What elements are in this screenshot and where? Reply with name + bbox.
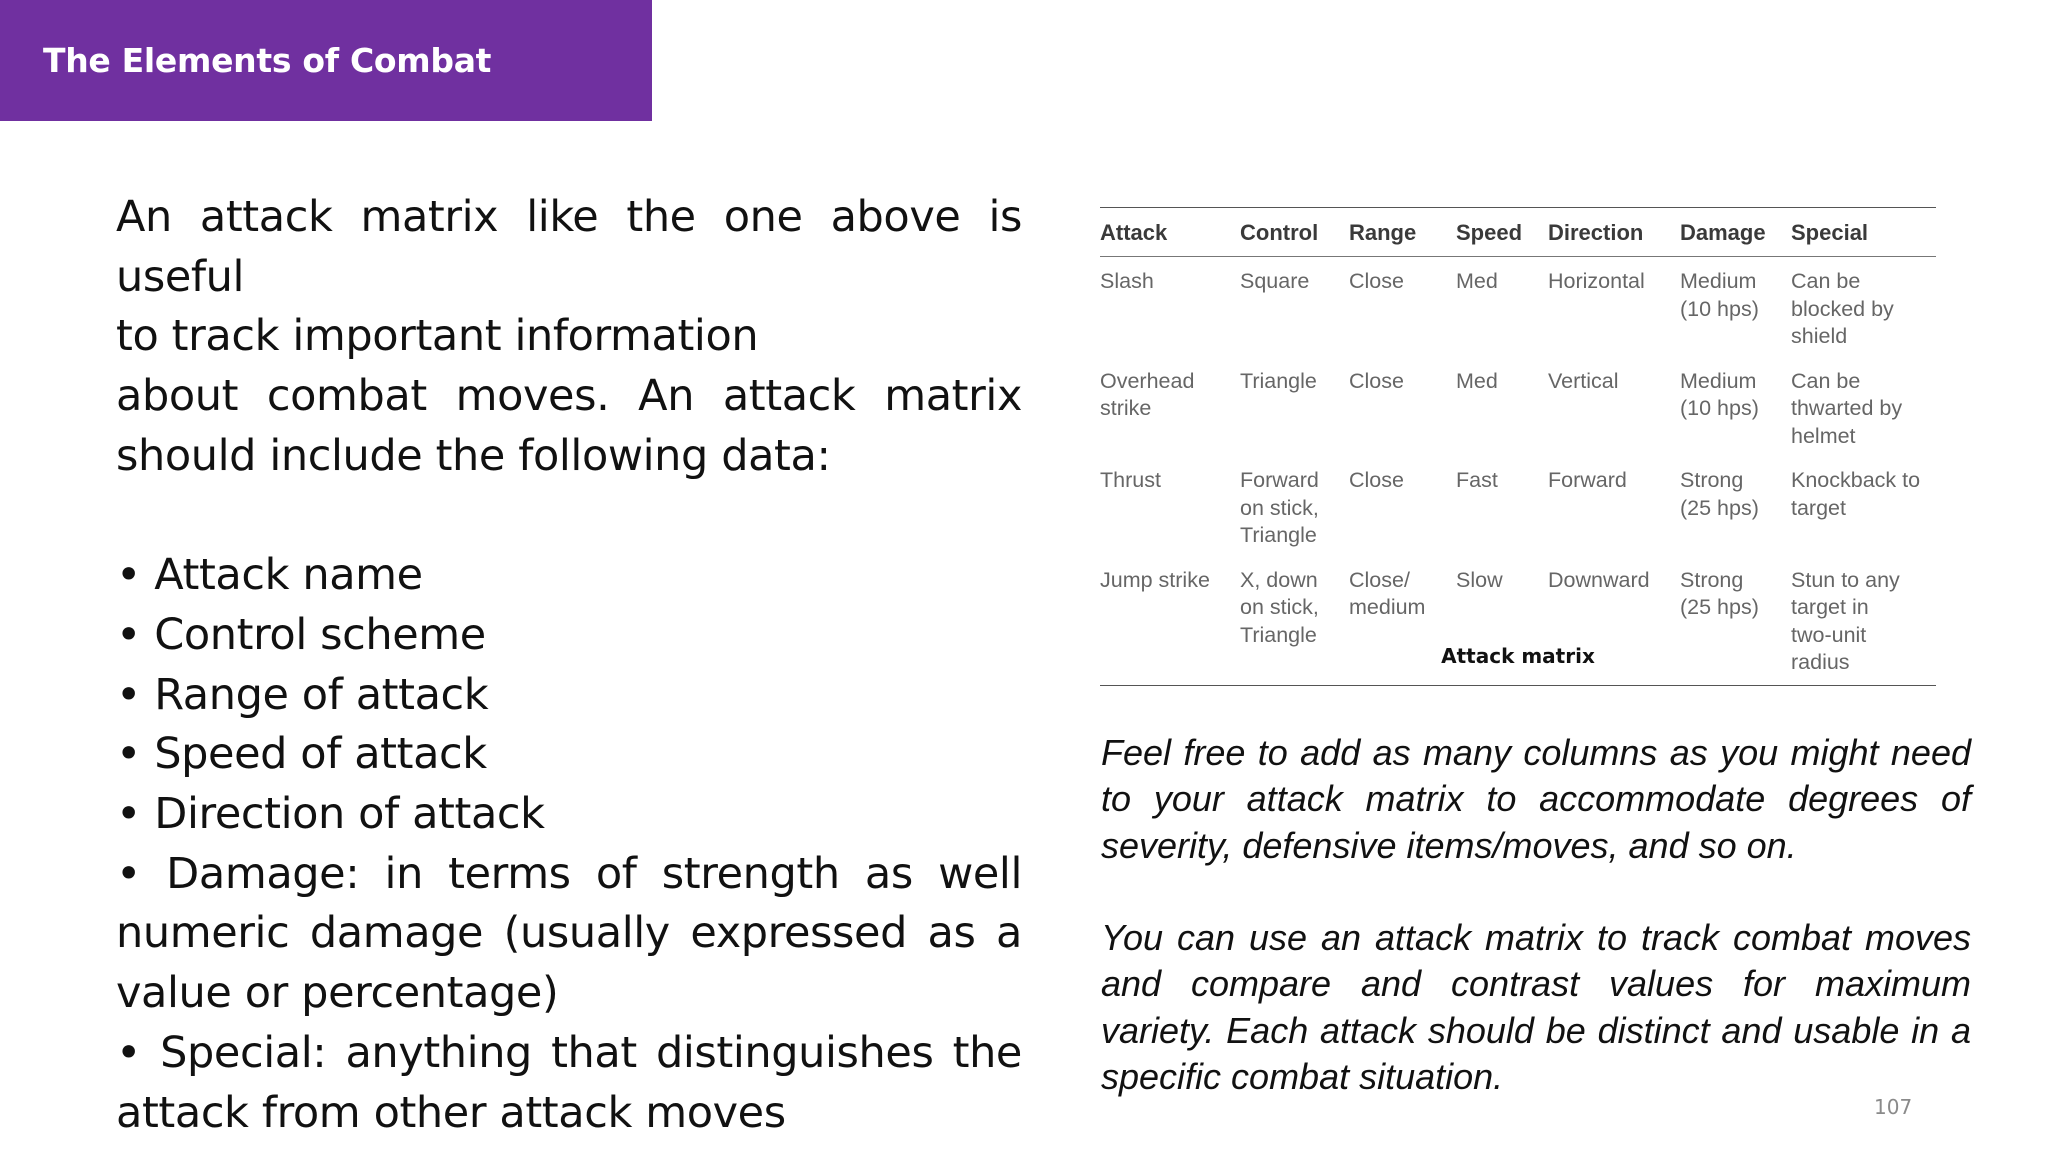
bullet-item: • Range of attack [116, 669, 489, 720]
cell-line: Medium [1680, 368, 1757, 393]
cell-line: Close [1349, 269, 1404, 293]
table-cell [1680, 257, 1791, 357]
cell-line: on stick, [1240, 495, 1319, 520]
bullet-item-special: • Special: anything that distinguishes the [116, 1027, 1022, 1078]
cell-line: Square [1240, 269, 1310, 293]
intro-line: should include the following data: [116, 430, 831, 481]
table-cell [1349, 456, 1456, 556]
table-cell [1791, 456, 1936, 556]
cell-line: thwarted by [1791, 396, 1903, 420]
table-cell [1791, 257, 1936, 357]
cell-line: Strong [1680, 567, 1744, 592]
cell-line: Forward [1548, 468, 1627, 492]
table-cell [1548, 456, 1680, 556]
page-number: 107 [1874, 1095, 1913, 1119]
cell-line: shield [1791, 324, 1848, 348]
cell-line: Jump strike [1100, 567, 1210, 592]
column-header: Attack [1100, 208, 1240, 257]
cell-line: X, down [1240, 567, 1318, 592]
cell-line: Overhead [1100, 368, 1195, 393]
cell-line: blocked by [1791, 296, 1894, 321]
cell-line: Med [1456, 269, 1498, 293]
bullet-item: • Speed of attack [116, 729, 487, 780]
intro-line: An attack matrix like the one above is useful [116, 192, 1022, 302]
cell-line: (25 hps) [1680, 495, 1759, 520]
slide-title-bar [0, 0, 652, 121]
column-header: Speed [1456, 208, 1548, 257]
cell-line: Triangle [1240, 523, 1317, 547]
cell-line: Can be [1791, 368, 1861, 393]
cell-line: (25 hps) [1680, 595, 1759, 619]
cell-line: Close [1349, 368, 1404, 393]
cell-line: medium [1349, 595, 1426, 619]
cell-line: Slash [1100, 269, 1154, 293]
table-body [1100, 257, 1936, 686]
cell-line: Knockback to [1791, 468, 1921, 492]
column-header: Damage [1680, 208, 1791, 257]
cell-line: Strong [1680, 468, 1744, 492]
cell-line: Forward [1240, 468, 1319, 492]
left-text-column [116, 188, 1022, 1143]
table-cell [1349, 257, 1456, 357]
cell-line: helmet [1791, 423, 1856, 448]
bullet-item: • Attack name [116, 550, 423, 601]
table-cell [1100, 456, 1240, 556]
cell-line: on stick, [1240, 595, 1319, 619]
cell-line: (10 hps) [1680, 396, 1759, 420]
spacer [1101, 869, 1971, 915]
intro-line: to track important information [116, 311, 759, 362]
table-caption: Attack matrix [1441, 644, 1595, 668]
intro-line: about combat moves. An attack matrix [116, 371, 1022, 422]
paragraph: You can use an attack matrix to track combat moves and compare and contrast values for maximum variety. Each attack should be distinct and usable in a specific combat situation. [1101, 917, 1971, 1098]
cell-line: Medium [1680, 269, 1757, 293]
cell-line: Med [1456, 368, 1498, 393]
spacer [116, 487, 1022, 547]
cell-line: Close [1349, 468, 1404, 492]
column-header: Special [1791, 208, 1936, 257]
cell-line: Horizontal [1548, 269, 1645, 293]
cell-line: Slow [1456, 567, 1503, 592]
table-cell [1791, 357, 1936, 457]
bullet-item: • Control scheme [116, 609, 486, 660]
cell-line: Fast [1456, 468, 1498, 492]
table-cell [1548, 357, 1680, 457]
cell-line: Thrust [1100, 468, 1161, 492]
table-cell [1680, 456, 1791, 556]
table-cell [1240, 257, 1349, 357]
table-cell [1349, 357, 1456, 457]
table-row [1100, 357, 1936, 457]
bullet-item-damage: value or percentage) [116, 968, 559, 1019]
column-header: Direction [1548, 208, 1680, 257]
cell-line: Triangle [1240, 368, 1317, 393]
cell-line: (10 hps) [1680, 296, 1759, 321]
cell-line: Close/ [1349, 567, 1410, 592]
table-header-row [1100, 208, 1936, 257]
table-cell [1456, 456, 1548, 556]
bullet-item-damage: • Damage: in terms of strength as well [116, 848, 1022, 899]
table-cell [1100, 257, 1240, 357]
table-cell [1548, 257, 1680, 357]
table-row [1100, 257, 1936, 357]
bullet-item-damage: numeric damage (usually expressed as a [116, 908, 1022, 959]
cell-line: target in [1791, 595, 1869, 619]
cell-line: Can be [1791, 269, 1861, 293]
table-cell [1456, 257, 1548, 357]
slide-title: The Elements of Combat [43, 41, 492, 80]
bullet-item-special: attack from other attack moves [116, 1087, 786, 1138]
cell-line: Vertical [1548, 368, 1619, 393]
cell-line: Downward [1548, 567, 1650, 592]
table-cell [1680, 357, 1791, 457]
right-text-column [1101, 730, 1971, 1100]
paragraph: Feel free to add as many columns as you might need to your attack matrix to accommodate degrees of severity, defensive items/moves, and so on. [1101, 732, 1971, 866]
cell-line: two-unit radius [1791, 622, 1867, 674]
column-header: Control [1240, 208, 1349, 257]
table-cell [1240, 456, 1349, 556]
column-header: Range [1349, 208, 1456, 257]
bullet-item: • Direction of attack [116, 789, 545, 840]
cell-line: strike [1100, 396, 1152, 420]
table-row [1100, 456, 1936, 556]
attack-matrix-table [1100, 207, 1936, 686]
table-cell [1456, 357, 1548, 457]
cell-line: Stun to any [1791, 567, 1900, 592]
table-cell [1240, 357, 1349, 457]
table-cell [1100, 357, 1240, 457]
cell-line: target [1791, 495, 1846, 520]
cell-line: Triangle [1240, 622, 1317, 647]
